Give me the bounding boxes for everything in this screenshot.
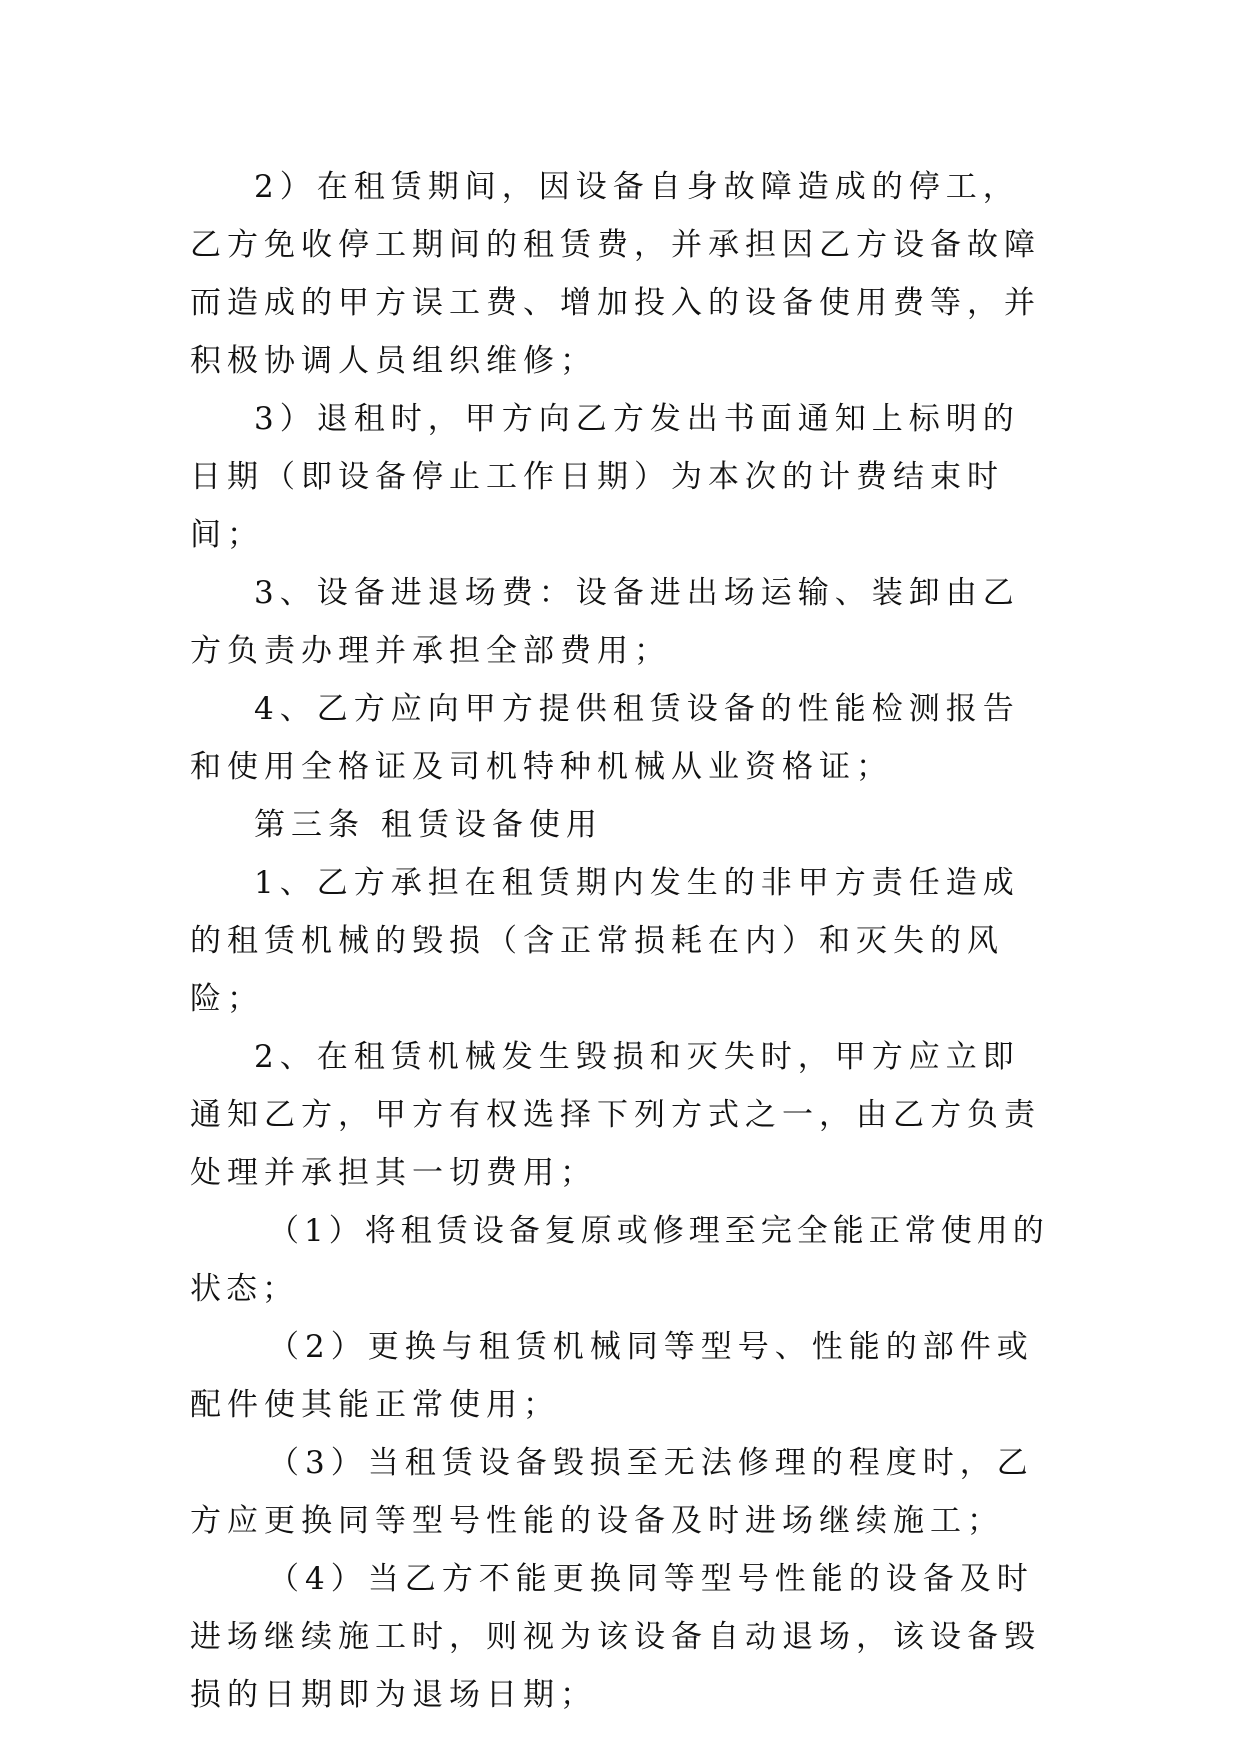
- paragraph-damage-risk: 1、乙方承担在租赁期内发生的非甲方责任造成的租赁机械的毁损（含正常损耗在内）和灭失的风险；: [190, 865, 1020, 1017]
- paragraph-breakdown-rent-waiver: 2）在租赁期间，因设备自身故障造成的停工，乙方免收停工期间的租赁费，并承担因乙方设备故障而造成的甲方误工费、增加投入的设备使用费等，并积极协调人员组织维修；: [190, 169, 1041, 379]
- section-heading-article-3: 第三条 租赁设备使用: [254, 807, 603, 843]
- paragraph-damage-notice: 2、在租赁机械发生毁损和灭失时，甲方应立即通知乙方，甲方有权选择下列方式之一，由乙方负责处理并承担其一切费用；: [190, 1039, 1041, 1191]
- list-item-option-4: （4）当乙方不能更换同等型号性能的设备及时进场继续施工时，则视为该设备自动退场，该设备毁损的日期即为退场日期；: [190, 1561, 1041, 1713]
- paragraph-rent-end-date: 3）退租时，甲方向乙方发出书面通知上标明的日期（即设备停止工作日期）为本次的计费结束时间；: [190, 401, 1020, 553]
- document-body: [190, 158, 1050, 1724]
- list-item-option-3: （3）当租赁设备毁损至无法修理的程度时，乙方应更换同等型号性能的设备及时进场继续施工；: [190, 1445, 1034, 1539]
- paragraph-certificates: 4、乙方应向甲方提供租赁设备的性能检测报告和使用全格证及司机特种机械从业资格证；: [190, 691, 1020, 785]
- list-item-option-1: （1）将租赁设备复原或修理至完全能正常使用的状态；: [190, 1213, 1049, 1307]
- list-item-option-2: （2）更换与租赁机械同等型号、性能的部件或配件使其能正常使用；: [190, 1329, 1034, 1423]
- paragraph-entry-exit-fee: 3、设备进退场费：设备进出场运输、装卸由乙方负责办理并承担全部费用；: [190, 575, 1020, 669]
